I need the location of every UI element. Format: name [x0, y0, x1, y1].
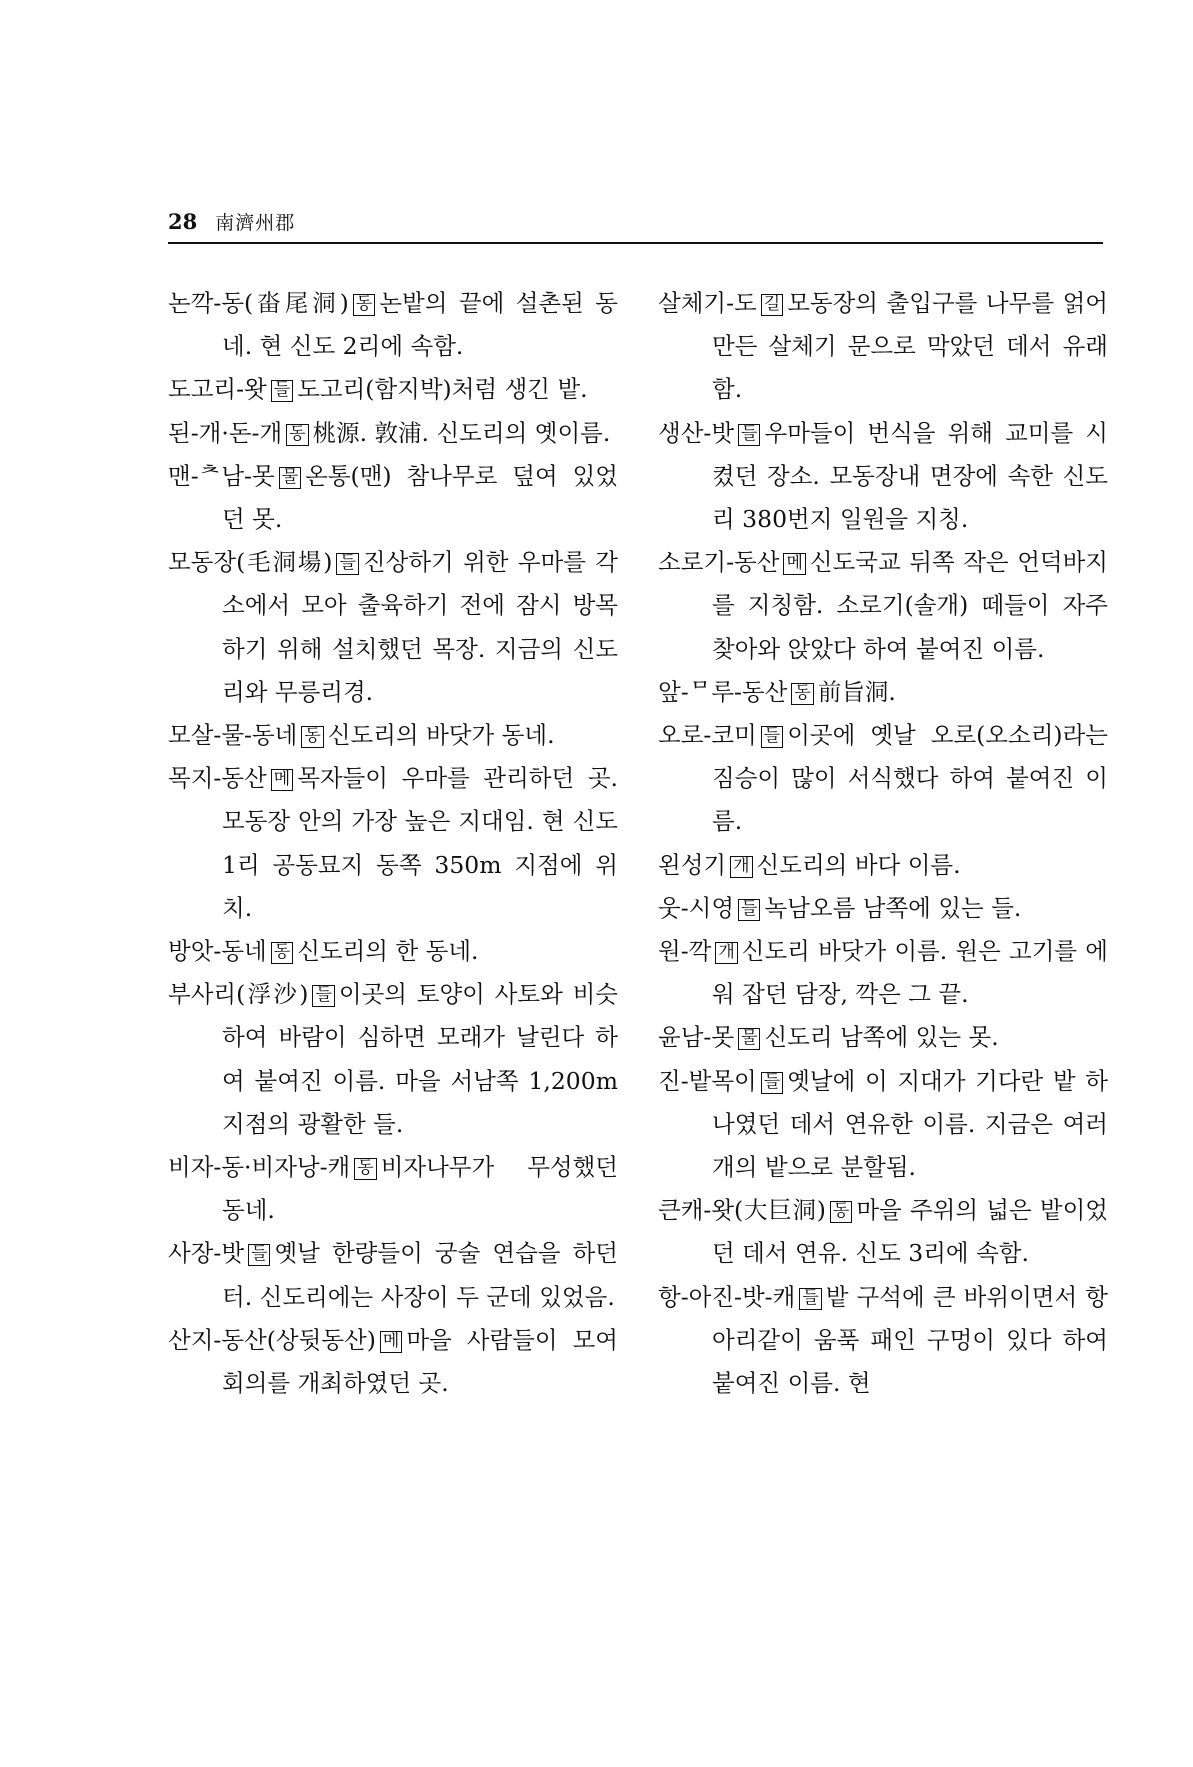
entry-headword: 사장-밧 — [168, 1239, 245, 1268]
dictionary-entry — [168, 455, 618, 541]
dictionary-entry — [658, 1276, 1108, 1406]
entry-headword: 왼성기 — [658, 850, 727, 879]
entry-headword: 진-밭목이 — [658, 1066, 757, 1095]
category-badge: 메 — [271, 769, 293, 791]
category-badge: 메 — [380, 1331, 402, 1353]
category-badge: 들 — [336, 553, 358, 575]
dictionary-entry — [168, 930, 618, 973]
entry-definition: 옛날 한량들이 궁술 연습을 하던 터. 신도리에는 사장이 두 군데 있었음. — [222, 1239, 618, 1311]
entry-headword: 살체기-도 — [658, 289, 757, 317]
dictionary-entry — [168, 368, 618, 411]
dictionary-entry — [658, 412, 1108, 542]
entry-definition: 밭 구석에 큰 바위이면서 항아리같이 움푹 패인 구멍이 있다 하여 붙여진 이름. 현 — [712, 1282, 1108, 1398]
entry-definition: 신도리 남쪽에 있는 못. — [764, 1023, 999, 1052]
left-column — [168, 282, 618, 1405]
entry-definition: 桃源. 敦浦. 신도리의 옛이름. — [312, 418, 611, 447]
entry-definition: 신도리의 한 동네. — [297, 937, 479, 966]
entry-definition: 우마들이 번식을 위해 교미를 시켰던 장소. 모동장내 면장에 속한 신도리 380번지 일원을 지칭. — [712, 418, 1108, 534]
entry-definition: 신도리 바닷가 이름. 원은 고기를 에워 잡던 담장, 깍은 그 끝. — [712, 937, 1108, 1009]
dictionary-entry — [658, 1060, 1108, 1190]
category-badge: 동 — [791, 683, 813, 705]
dictionary-entry — [168, 757, 618, 930]
entry-headword: 생산-밧 — [658, 418, 735, 447]
entry-headword: 산지-동산(상뒷동산) — [168, 1325, 376, 1354]
dictionary-entry — [658, 1016, 1108, 1059]
entry-definition: 모동장의 출입구를 나무를 얽어 만든 살체기 문으로 막았던 데서 유래함. — [712, 289, 1108, 404]
category-badge: 들 — [799, 1288, 821, 1310]
entry-headword: 모살-물-동네 — [168, 721, 298, 750]
dictionary-entry — [658, 541, 1108, 671]
entry-headword: 윤남-못 — [658, 1023, 735, 1052]
category-badge: 개 — [715, 942, 737, 964]
entry-headword: 큰캐-왓(大巨洞) — [658, 1196, 826, 1225]
dictionary-entry — [168, 1319, 618, 1405]
entry-headword: 소로기-동산 — [658, 548, 780, 577]
entry-definition: 마을 주위의 넓은 밭이었던 데서 연유. 신도 3리에 속함. — [712, 1196, 1108, 1268]
dictionary-entry — [658, 844, 1108, 887]
entry-headword: 항-아진-밧-캐 — [658, 1282, 796, 1311]
dictionary-entry — [658, 671, 1108, 714]
category-badge: 동 — [354, 1158, 376, 1180]
category-badge: 들 — [248, 1244, 270, 1266]
page-number: 28 — [168, 209, 198, 234]
right-column — [658, 282, 1108, 1405]
category-badge: 들 — [738, 899, 760, 921]
entry-definition: 신도국교 뒤쪽 작은 언덕바지를 지칭함. 소로기(솔개) 떼들이 자주 찾아와 앉았다 하여 붙여진 이름. — [712, 548, 1108, 663]
dictionary-entry — [658, 930, 1108, 1016]
category-badge: 개 — [730, 856, 752, 878]
dictionary-entry — [168, 1146, 618, 1232]
category-badge: 동 — [271, 942, 293, 964]
running-title: 南濟州郡 — [215, 212, 296, 234]
entry-headword: 된-개·돈-개 — [168, 418, 283, 447]
entry-headword: 웃-시영 — [658, 893, 735, 922]
page-header — [168, 208, 1103, 235]
dictionary-entry — [658, 714, 1108, 844]
dictionary-entry — [168, 714, 618, 757]
category-badge: 동 — [830, 1201, 852, 1223]
entry-definition: 진상하기 위한 우마를 각 소에서 모아 출육하기 전에 잠시 방목하기 위해 설치했던 목장. 지금의 신도리와 무릉리경. — [222, 548, 618, 706]
dictionary-entry — [168, 412, 618, 455]
entry-definition: 도고리(함지박)처럼 생긴 밭. — [297, 375, 588, 404]
entry-headword: 맨-ᄎ남-못 — [168, 461, 275, 490]
category-badge: 물 — [738, 1028, 760, 1050]
dictionary-entry — [168, 541, 618, 714]
category-badge: 들 — [761, 1072, 783, 1094]
category-badge: 물 — [279, 467, 301, 489]
entry-headword: 오로-코미 — [658, 721, 757, 750]
entry-definition: 옛날에 이 지대가 기다란 밭 하나였던 데서 연유한 이름. 지금은 여러 개의 밭으로 분할됨. — [712, 1066, 1108, 1182]
category-badge: 동 — [286, 424, 308, 446]
dictionary-entry — [658, 887, 1108, 930]
entry-headword: 원-깍 — [658, 937, 712, 966]
dictionary-entry — [658, 1189, 1108, 1275]
entry-headword: 모동장(毛洞場) — [168, 548, 333, 577]
entry-definition: 신도리의 바다 이름. — [756, 850, 961, 879]
entry-headword: 도고리-왓 — [168, 375, 267, 404]
category-badge: 동 — [353, 294, 375, 316]
entry-definition: 이곳의 토양이 사토와 비슷하여 바람이 심하면 모래가 날린다 하여 붙여진 이름. 마을 서남쪽 1,200m 지점의 광활한 들. — [222, 980, 618, 1138]
category-badge: 들 — [761, 726, 783, 748]
category-badge: 메 — [783, 553, 805, 575]
entry-headword: 목지-동산 — [168, 764, 267, 793]
category-badge: 길 — [761, 294, 783, 316]
entry-headword: 부사리(浮沙) — [168, 980, 309, 1009]
entry-definition: 前旨洞. — [817, 677, 896, 706]
entry-definition: 이곳에 옛날 오로(오소리)라는 짐승이 많이 서식했다 하여 붙여진 이름. — [712, 721, 1108, 836]
entry-definition: 논밭의 끝에 설촌된 동네. 현 신도 2리에 속함. — [222, 289, 618, 361]
header-rule — [168, 242, 1103, 244]
entry-headword: 비자-동·비자낭-캐 — [168, 1153, 351, 1182]
dictionary-entry — [168, 973, 618, 1146]
category-badge: 들 — [271, 380, 293, 402]
dictionary-entry — [168, 1232, 618, 1318]
entry-headword: 앞-ᄆ루-동산 — [658, 677, 788, 706]
category-badge: 들 — [738, 424, 760, 446]
entry-definition: 녹남오름 남쪽에 있는 들. — [764, 893, 1022, 922]
entry-definition: 비자나무가 무성했던 동네. — [222, 1153, 618, 1225]
entry-headword: 방앗-동네 — [168, 937, 267, 966]
entry-definition: 신도리의 바닷가 동네. — [327, 721, 555, 750]
category-badge: 들 — [312, 985, 334, 1007]
dictionary-entry — [658, 282, 1108, 412]
entry-headword: 논깍-동(畓尾洞) — [168, 289, 349, 317]
category-badge: 동 — [301, 726, 323, 748]
entry-definition: 마을 사람들이 모여 회의를 개최하였던 곳. — [222, 1325, 618, 1398]
entry-definition: 온통(맨) 참나무로 덮여 있었던 못. — [222, 461, 618, 534]
entry-definition: 목자들이 우마를 관리하던 곳. 모동장 안의 가장 높은 지대임. 현 신도 1리 공동묘지 동쪽 350m 지점에 위치. — [222, 764, 618, 922]
dictionary-entry — [168, 282, 618, 368]
